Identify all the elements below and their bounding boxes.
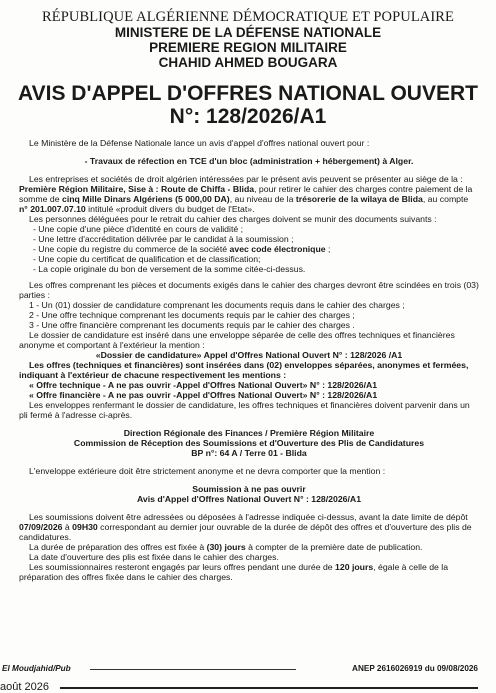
notice-title xyxy=(0,82,496,128)
validity-duration: 120 jours xyxy=(335,562,374,572)
object-line: - Travaux de réfection en TCE d'un bloc (administration + hébergement) à Alger. xyxy=(84,156,414,166)
text-span: ; xyxy=(325,244,331,254)
region-heading: PREMIERE REGION MILITAIRE xyxy=(149,40,347,55)
doc-item: - La copie originale du bon de versement de la somme citée-ci-dessus. xyxy=(33,264,306,274)
publisher-credit: El Moudjahid/Pub xyxy=(2,664,71,673)
chahid-heading: CHAHID AHMED BOUGARA xyxy=(158,55,338,70)
address-line: Commission de Réception des Soumissions et d'Ouverture des Plis de Candidatures xyxy=(73,438,425,448)
deadline-paragraph xyxy=(19,512,479,542)
republic-heading: RÉPUBLIQUE ALGÉRIENNE DÉMOCRATIQUE ET POPULAIRE xyxy=(41,9,455,25)
deadline-time: 09H30 xyxy=(72,522,98,532)
mention-financiere: « Offre financière - A ne pas ouvrir -Appel d'Offres National Ouvert» N° : 128/2026/A1 xyxy=(29,390,378,400)
address-line: BP n°: 64 A / Terre 01 - Blida xyxy=(191,448,307,458)
mention-offers: Les offres (techniques et financières) sont insérées dans (02) enveloppes séparées, anonymes et fermées, indiquant à l'extérieur de chacune respectivement les mentions : xyxy=(19,360,469,380)
anep-reference: ANEP 2616026919 du 09/08/2026 xyxy=(349,664,478,674)
envelope-paragraph: Le dossier de candidature est inséré dans une enveloppe séparée de celle des offres techniques et financières anonyme et comportant à l'extérieur la mention : xyxy=(19,330,455,350)
text-span: correspondant au dernier jour ouvrable de la durée de dépôt des offres et d'ouverture des plis de candidatures. xyxy=(19,522,472,542)
publication-footer xyxy=(0,664,496,674)
text-span: Les entreprises et sociétés de droit algérien intéressées par le présent avis peuvent se présenter au siège de la : xyxy=(29,174,463,184)
submission-line: Soumission à ne pas ouvrir xyxy=(192,484,306,494)
address-line: Direction Régionale des Finances / Première Région Militaire xyxy=(123,428,375,438)
doc-item xyxy=(19,244,479,254)
notice-body xyxy=(0,138,496,582)
text-span: à xyxy=(62,522,73,532)
doc-item: - Une copie du certificat de qualification et de classification; xyxy=(33,254,261,264)
bottom-rule xyxy=(60,687,478,689)
anonymity-paragraph: L'enveloppe extérieure doit être strictement anonyme et ne devra comporter que la mention : xyxy=(29,466,386,476)
part-item: 1 - Un (01) dossier de candidature comprenant les documents requis dans le cahier des charges ; xyxy=(29,300,405,310)
text-span: à compter de la première date de publication. xyxy=(245,542,423,552)
footer-rule xyxy=(90,669,296,670)
submission-mention xyxy=(19,484,479,504)
address-block xyxy=(19,428,479,458)
intro-paragraph: Le Ministère de la Défense Nationale lance un avis d'appel d'offres national ouvert pour : xyxy=(29,138,370,148)
delivery-paragraph: Les enveloppes renfermant le dossier de candidature, les offres techniques et financières doivent parvenir dans un pli fermé à l'adresse ci-après. xyxy=(19,400,470,420)
account-number: n° 201.007.07.10 xyxy=(19,204,86,214)
bold-text: avec code électronique xyxy=(229,244,326,254)
submission-line: Avis d'Appel d'Offres National Ouvert N° : 128/2026/A1 xyxy=(136,494,362,504)
text-span: , au niveau de la xyxy=(229,194,296,204)
page-date: août 2026 xyxy=(0,681,49,693)
letterhead xyxy=(0,0,496,70)
treasury-name: trésorerie de la wilaya de Blida xyxy=(295,194,423,204)
text-span: La durée de préparation des offres est fixée à xyxy=(29,542,207,552)
notice-title-line2: N°: 128/2026/A1 xyxy=(169,105,327,128)
validity-paragraph xyxy=(19,562,479,582)
doc-item: - Une lettre d'accréditation délivrée par le candidat à la soumission ; xyxy=(33,234,294,244)
text-span: Les soumissions doivent être adressées ou déposées à l'adresse indiquée ci-dessus, avant la date limite de dépôt xyxy=(29,512,468,522)
text-span: , pour retirer le cahier des charges contre paiement de la somme de xyxy=(19,184,473,204)
text-span: , égale à celle de la préparation des offres fixée dans le cahier des charges. xyxy=(19,562,449,582)
offers-paragraph: Les offres comprenant les pièces et documents exigés dans le cahier des charges devront être scindées en trois (03) parties : xyxy=(19,280,479,300)
deadline-date: 07/09/2026 xyxy=(19,522,63,532)
text-span: , au compte xyxy=(422,194,469,204)
text-span: Les soumissionnaires resteront engagés par leurs offres pendant une durée de xyxy=(29,562,336,572)
part-item: 3 - Une offre financière comprenant les documents requis par le cahier des charges . xyxy=(29,320,355,330)
doc-item: - Une copie d'une pièce d'identité en cours de validité ; xyxy=(33,224,244,234)
part-item: 2 - Une offre technique comprenant les documents requis par le cahier des charges ; xyxy=(29,310,355,320)
delegates-paragraph: Les personnes déléguées pour le retrait du cahier des charges doivent se munir des documents suivants : xyxy=(29,214,437,224)
address-text: Première Région Militaire, Sise à : Route de Chiffa - Blida xyxy=(19,184,255,194)
text-span: - Une copie du registre du commerce de la société xyxy=(33,244,230,254)
mention-candidature: «Dossier de candidature» Appel d'Offres National Ouvert N° : 128/2026 /A1 xyxy=(95,350,403,360)
notice-title-line1: AVIS D'APPEL D'OFFRES NATIONAL OUVERT xyxy=(18,82,478,105)
opening-paragraph: La date d'ouverture des plis est fixée dans le cahier des charges. xyxy=(29,552,279,562)
preparation-duration: (30) jours xyxy=(206,542,246,552)
text-span: intitulé «produit divers du budget de l'Etat». xyxy=(85,204,255,214)
preparation-paragraph xyxy=(19,542,479,552)
withdrawal-paragraph xyxy=(19,174,479,214)
ministry-heading: MINISTERE DE LA DÉFENSE NATIONALE xyxy=(114,25,382,40)
fee-amount: cinq Mille Dinars Algériens (5 000,00 DA) xyxy=(61,194,230,204)
mention-technique: « Offre technique - A ne pas ouvrir -Appel d'Offres National Ouvert» N° : 128/2026/A1 xyxy=(29,380,378,390)
